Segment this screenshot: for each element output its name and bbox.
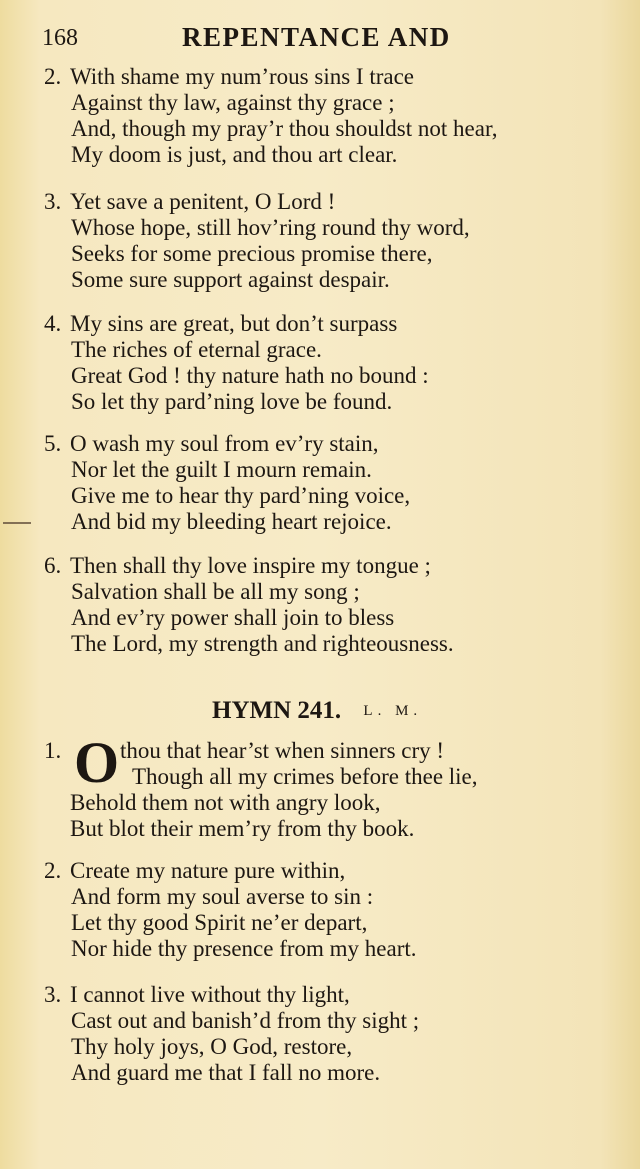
verse-line-text: And form my soul averse to sin :	[71, 884, 374, 909]
verse-line	[44, 858, 604, 884]
verse-line	[44, 267, 604, 293]
verse-line	[44, 389, 604, 415]
verse-number: 3.	[44, 982, 62, 1007]
page-number: 168	[42, 25, 78, 51]
verse-line-text: Behold them not with angry look,	[70, 790, 381, 815]
drop-cap-initial: O	[74, 730, 120, 795]
verse-line	[44, 337, 604, 363]
verse-line-text: Yet save a penitent, O Lord !	[70, 189, 336, 214]
verse-line-text: I cannot live without thy light,	[70, 982, 350, 1007]
hymn-heading	[212, 696, 422, 726]
hymn-verse-1	[44, 730, 604, 854]
repentance-verse-3	[44, 189, 604, 293]
verse-line-text: And ev’ry power shall join to bless	[71, 605, 395, 630]
verse-line-text: My doom is just, and thou art clear.	[71, 142, 398, 167]
verse-line-text: Some sure support against despair.	[71, 267, 390, 292]
running-header-title: REPENTANCE AND	[182, 22, 451, 52]
verse-line	[44, 936, 604, 962]
verse-line	[44, 1060, 604, 1086]
verse-line-text: Thy holy joys, O God, restore,	[71, 1034, 353, 1059]
verse-line-text: And bid my bleeding heart rejoice.	[71, 509, 392, 534]
hymn-verse-2	[44, 858, 604, 962]
verse-line	[44, 884, 604, 910]
verse-line	[44, 457, 604, 483]
verse-number: 5.	[44, 431, 62, 456]
verse-line	[44, 579, 604, 605]
verse-line-text: And, though my pray’r thou shouldst not hear,	[71, 116, 498, 141]
margin-mark	[3, 522, 31, 524]
verse-number: 1.	[44, 738, 62, 763]
verse-number: 2.	[44, 64, 62, 89]
verse-line	[44, 431, 604, 457]
verse-line-text: The riches of eternal grace.	[71, 337, 322, 362]
verse-line	[44, 116, 604, 142]
verse-number: 6.	[44, 553, 62, 578]
verse-line	[44, 311, 604, 337]
hymn-meter: L. M.	[363, 703, 423, 719]
verse-line	[44, 90, 604, 116]
verse-line	[44, 215, 604, 241]
verse-line	[44, 64, 604, 90]
verse-line-text: Great God ! thy nature hath no bound :	[71, 363, 429, 388]
verse-line	[44, 483, 604, 509]
verse-number: 4.	[44, 311, 62, 336]
repentance-verse-6	[44, 553, 604, 657]
verse-line	[44, 910, 604, 936]
hymn-verse-3	[44, 982, 604, 1086]
verse-line-text: With shame my num’rous sins I trace	[70, 64, 415, 89]
repentance-verse-2	[44, 64, 604, 168]
hymn-number: HYMN 241.	[212, 697, 342, 724]
verse-line-text: O wash my soul from ev’ry stain,	[70, 431, 379, 456]
verse-line	[44, 982, 604, 1008]
verse-number: 2.	[44, 858, 62, 883]
verse-line	[44, 509, 604, 535]
verse-line-text: So let thy pard’ning love be found.	[71, 389, 393, 414]
verse-line	[44, 553, 604, 579]
verse-line	[44, 189, 604, 215]
verse-line	[44, 631, 604, 657]
verse-line-text: Cast out and banish’d from thy sight ;	[71, 1008, 420, 1033]
repentance-verse-4	[44, 311, 604, 415]
verse-line-text: Let thy good Spirit ne’er depart,	[71, 910, 368, 935]
verse-line-text: Then shall thy love inspire my tongue ;	[70, 553, 431, 578]
verse-line-text: thou that hear’st when sinners cry !	[120, 738, 445, 763]
verse-line-text: Nor hide thy presence from my heart.	[71, 936, 417, 961]
verse-line-text: Nor let the guilt I mourn remain.	[71, 457, 372, 482]
verse-line-text: And guard me that I fall no more.	[71, 1060, 381, 1085]
verse-line	[44, 241, 604, 267]
verse-line-text: Though all my crimes before thee lie,	[132, 764, 478, 789]
verse-line-text: Against thy law, against thy grace ;	[71, 90, 395, 115]
verse-number: 3.	[44, 189, 62, 214]
verse-line-text: Seeks for some precious promise there,	[71, 241, 433, 266]
verse-line	[44, 363, 604, 389]
verse-line-text: Whose hope, still hov’ring round thy word,	[71, 215, 470, 240]
verse-line-text: My sins are great, but don’t surpass	[70, 311, 398, 336]
verse-line	[44, 142, 604, 168]
verse-line-text: Salvation shall be all my song ;	[71, 579, 360, 604]
verse-line-text: But blot their mem’ry from thy book.	[70, 816, 415, 841]
verse-line-text: The Lord, my strength and righteousness.	[71, 631, 454, 656]
verse-line	[44, 1008, 604, 1034]
verse-line-text: Give me to hear thy pard’ning voice,	[71, 483, 411, 508]
verse-line-text: Create my nature pure within,	[70, 858, 346, 883]
repentance-verse-5	[44, 431, 604, 535]
verse-line	[44, 1034, 604, 1060]
verse-line	[44, 605, 604, 631]
